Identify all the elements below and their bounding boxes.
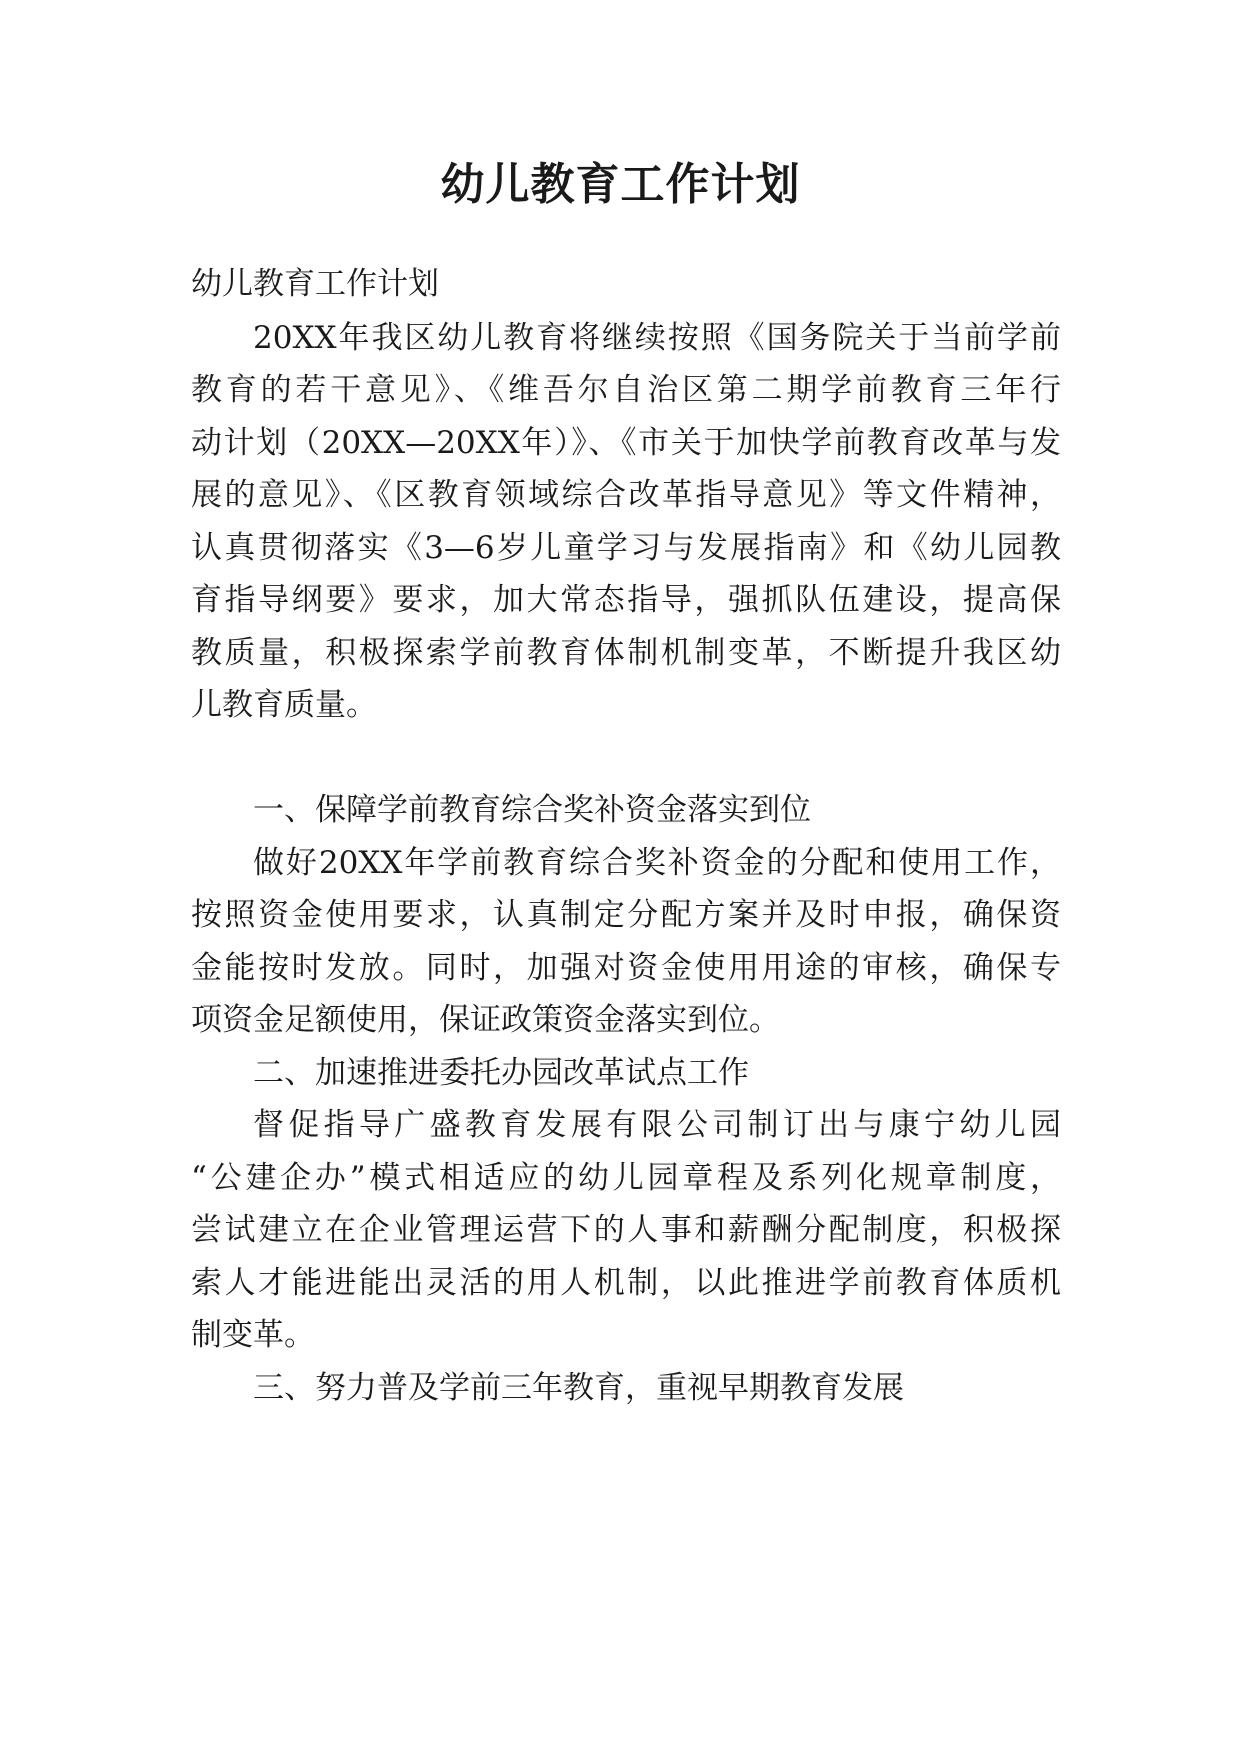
body-line: 项资金足额使用，保证政策资金落实到位。 [191,1002,780,1038]
body-line: 索人才能进能出灵活的用人机制，以此推进学前教育体质机 [191,1265,1061,1301]
body-line: 育指导纲要》要求，加大常态指导，强抓队伍建设，提高保 [191,582,1061,618]
document-title: 幼儿教育工作计划 [440,159,801,210]
body-line: 教质量，积极探索学前教育体制机制变革，不断提升我区幼 [191,635,1061,671]
body-line: 动计划（20XX—20XX年）》、《市关于加快学前教育改革与发 [191,425,1061,461]
body-line: 做好20XX年学前教育综合奖补资金的分配和使用工作， [253,845,1061,881]
body-line: 制变革。 [191,1317,315,1353]
body-line: 尝试建立在企业管理运营下的人事和薪酬分配制度，积极探 [191,1212,1061,1248]
body-line: 督促指导广盛教育发展有限公司制订出与康宁幼儿园 [253,1107,1061,1143]
body-line: 儿教育质量。 [191,687,377,723]
body-line: 教育的若干意见》、《维吾尔自治区第二期学前教育三年行 [191,372,1061,408]
body-line: 展的意见》、《区教育领域综合改革指导意见》等文件精神， [191,477,1061,513]
body-line: 金能按时发放。同时，加强对资金使用用途的审核，确保专 [191,950,1061,986]
body-line: “公建企办”模式相适应的幼儿园章程及系列化规章制度， [191,1160,1061,1196]
section-heading-1: 一、保障学前教育综合奖补资金落实到位 [253,792,811,828]
body-line-subtitle: 幼儿教育工作计划 [191,266,439,302]
section-heading-2: 二、加速推进委托办园改革试点工作 [253,1055,749,1091]
body-line: 认真贯彻落实《3—6岁儿童学习与发展指南》和《幼儿园教 [191,530,1061,566]
section-heading-3: 三、努力普及学前三年教育，重视早期教育发展 [253,1370,904,1406]
body-line: 20XX年我区幼儿教育将继续按照《国务院关于当前学前 [253,320,1061,356]
body-line: 按照资金使用要求，认真制定分配方案并及时申报，确保资 [191,897,1061,933]
